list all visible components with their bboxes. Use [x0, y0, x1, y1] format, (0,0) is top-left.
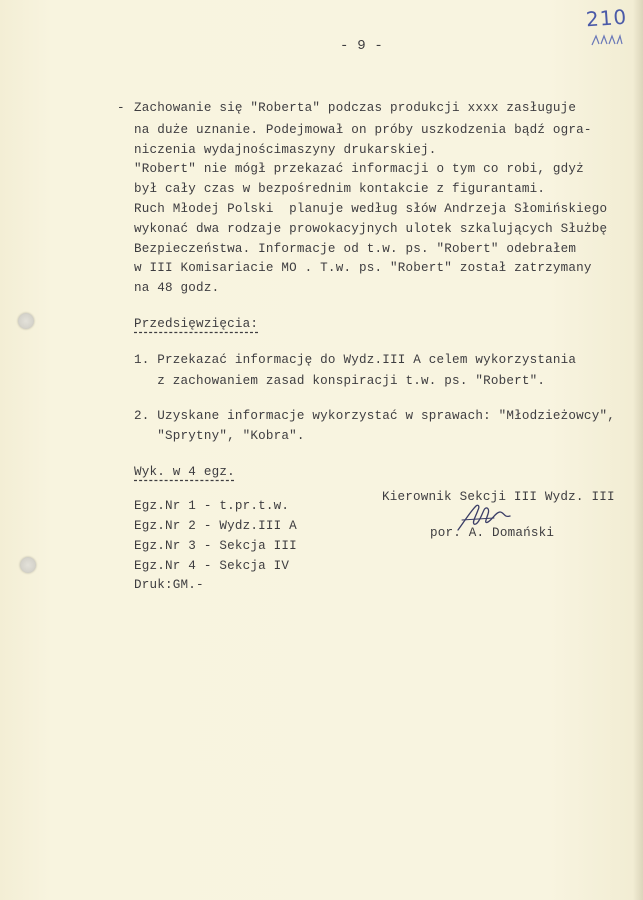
measure-line: z zachowaniem zasad konspiracji t.w. ps. "Robert".	[134, 374, 546, 388]
measures-heading: Przedsięwzięcia:	[134, 317, 259, 331]
signature-title: Kierownik Sekcji III Wydz. III	[382, 490, 615, 504]
copy-line: Egz.Nr 1 - t.pr.t.w.	[134, 499, 290, 513]
handwritten-signature-icon	[454, 500, 514, 534]
typist-line: Druk:GM.-	[134, 578, 204, 592]
punch-hole-top	[18, 313, 34, 329]
page-number: - 9 -	[340, 38, 384, 54]
copy-line: Egz.Nr 3 - Sekcja III	[134, 539, 297, 553]
paragraph-line: Bezpieczeństwa. Informacje od t.w. ps. "Robert" odebrałem	[134, 242, 577, 256]
paragraph-line: wykonać dwa rodzaje prowokacyjnych ulotek szkalujących Służbę	[134, 222, 608, 236]
measure-line: "Sprytny", "Kobra".	[134, 429, 305, 443]
page-edge-shadow	[633, 0, 643, 900]
paragraph-line: na 48 godz.	[134, 281, 220, 295]
paragraph-line: na duże uznanie. Podejmował on próby uszkodzenia bądź ogra-	[134, 123, 592, 137]
paragraph-line: w III Komisariacie MO . T.w. ps. "Robert" został zatrzymany	[134, 261, 592, 275]
copies-heading: Wyk. w 4 egz.	[134, 465, 235, 479]
paragraph-line: był cały czas w bezpośrednim kontakcie z figurantami.	[134, 182, 546, 196]
paragraph-line: "Robert" nie mógł przekazać informacji o tym co robi, gdyż	[134, 162, 584, 176]
signature-name: por. A. Domański	[430, 526, 555, 540]
measure-line: 2. Uzyskane informacje wykorzystać w sprawach: "Młodzieżowcy",	[134, 409, 615, 423]
copy-line: Egz.Nr 2 - Wydz.III A	[134, 519, 297, 533]
handwritten-page-number: 210	[585, 4, 628, 32]
paragraph-line: Ruch Młodej Polski planuje według słów Andrzeja Słomińskiego	[134, 202, 608, 216]
paragraph-bullet: -	[117, 101, 125, 115]
handwritten-mark-icon	[590, 33, 624, 47]
copy-line: Egz.Nr 4 - Sekcja IV	[134, 559, 290, 573]
paragraph-line: Zachowanie się "Roberta" podczas produkcji xxxx zasługuje	[134, 101, 577, 115]
paragraph-line: niczenia wydajnościmaszyny drukarskiej.	[134, 143, 437, 157]
punch-hole-bottom	[20, 557, 36, 573]
measure-line: 1. Przekazać informację do Wydz.III A celem wykorzystania	[134, 353, 577, 367]
